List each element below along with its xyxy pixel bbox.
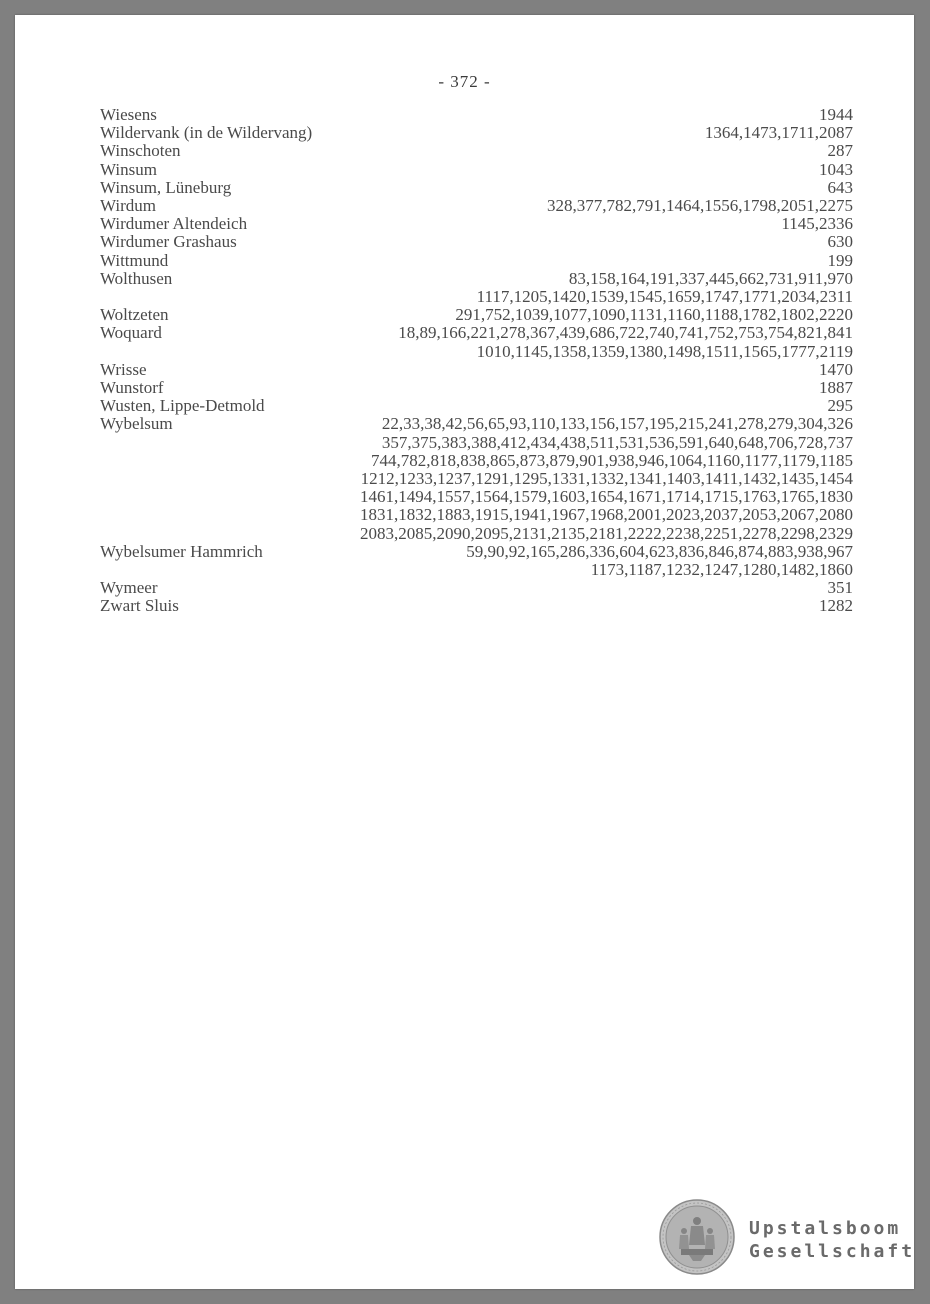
- place-name: Winschoten: [100, 141, 181, 161]
- reference-numbers: 287: [827, 141, 853, 161]
- logo-line-1: Upstalsboom: [749, 1218, 902, 1239]
- index-entry: [100, 397, 853, 415]
- index-entry: [100, 197, 853, 215]
- index-entry: [100, 415, 853, 542]
- reference-numbers: 1364,1473,1711,2087: [704, 123, 853, 143]
- index-entry: [100, 233, 853, 251]
- reference-numbers: 291,752,1039,1077,1090,1131,1160,1188,1782,1802,2220: [455, 305, 853, 325]
- place-name: Wunstorf: [100, 378, 164, 398]
- place-name: Winsum: [100, 159, 157, 179]
- reference-numbers: 22,33,38,42,56,65,93,110,133,156,157,195,215,241,278,279,304,326 357,375,383,388,412,434,438,511,531,536,591,640,648,706,728,737 744,782,818,838,865,873,879,901,938,946,1064,1160,1177,1179,1185 1212,1233,1237,1291,1295,1331,1332,1341,1403,1411,1432,1435,1454 1461,1494,1557,1564,1579,1603,1654,1671,1714,1715,1763,1765,1830 1831,1832,1883,1915,1941,1967,1968,2001,2023,2037,2053,2067,2080 2083,2085,2090,2095,2131,2135,2181,2222,2238,2251,2278,2298,2329: [360, 414, 853, 543]
- reference-numbers: 1887: [819, 378, 853, 398]
- place-name: Wirdumer Altendeich: [100, 214, 248, 234]
- page-number: - 372 -: [438, 72, 491, 91]
- index-entry: [100, 324, 853, 360]
- reference-numbers: 18,89,166,221,278,367,439,686,722,740,741,752,753,754,821,841 1010,1145,1358,1359,1380,1498,1511,1565,1777,2119: [398, 323, 853, 361]
- reference-numbers: 630: [827, 232, 853, 252]
- reference-numbers: 59,90,92,165,286,336,604,623,836,846,874,883,938,967 1173,1187,1232,1247,1280,1482,1860: [466, 541, 853, 580]
- reference-numbers: 1043: [819, 159, 853, 179]
- reference-numbers: 199: [827, 250, 853, 270]
- seal-icon: [659, 1199, 735, 1275]
- reference-numbers: 1145,2336: [781, 214, 853, 234]
- reference-numbers: 1282: [819, 596, 853, 616]
- index-entry: [100, 361, 853, 379]
- index-entry: [100, 215, 853, 233]
- reference-numbers: 1470: [819, 359, 853, 379]
- place-name: Wittmund: [100, 250, 169, 270]
- place-name: Wirdumer Grashaus: [100, 232, 237, 252]
- reference-numbers: 643: [827, 177, 853, 197]
- index-entry: [100, 161, 853, 179]
- place-name: Winsum, Lüneburg: [100, 177, 232, 197]
- reference-numbers: 295: [827, 396, 853, 416]
- place-name: Wymeer: [100, 578, 158, 598]
- index-entry: [100, 270, 853, 306]
- place-name: Wybelsumer Hammrich: [100, 541, 263, 561]
- reference-numbers: 1944: [819, 105, 853, 124]
- logo-line-2: Gesellschaft: [749, 1241, 916, 1262]
- index-entry: [100, 306, 853, 324]
- index-entry: [100, 379, 853, 397]
- index-entry: [100, 142, 853, 160]
- place-name: Woltzeten: [100, 305, 169, 325]
- reference-numbers: 351: [827, 578, 853, 598]
- index-entry: [100, 179, 853, 197]
- place-index: [100, 106, 853, 616]
- index-entry: [100, 252, 853, 270]
- place-name: Wybelsum: [100, 414, 173, 434]
- place-name: Zwart Sluis: [100, 596, 179, 616]
- place-name: Wiesens: [100, 105, 157, 124]
- index-entry: [100, 597, 853, 615]
- index-entry: [100, 124, 853, 142]
- place-name: Wusten, Lippe-Detmold: [100, 396, 265, 416]
- publisher-logo: [749, 1217, 915, 1263]
- place-name: Wolthusen: [100, 268, 173, 288]
- place-name: Woquard: [100, 323, 162, 343]
- place-name: Wirdum: [100, 196, 156, 216]
- index-entry: [100, 543, 853, 579]
- index-entry: [100, 106, 853, 124]
- index-entry: [100, 579, 853, 597]
- reference-numbers: 328,377,782,791,1464,1556,1798,2051,2275: [547, 196, 853, 216]
- reference-numbers: 83,158,164,191,337,445,662,731,911,970 1117,1205,1420,1539,1545,1659,1747,1771,2034,2311: [476, 268, 853, 307]
- document-page: [15, 15, 914, 1289]
- place-name: Wildervank (in de Wildervang): [100, 123, 313, 143]
- place-name: Wrisse: [100, 359, 147, 379]
